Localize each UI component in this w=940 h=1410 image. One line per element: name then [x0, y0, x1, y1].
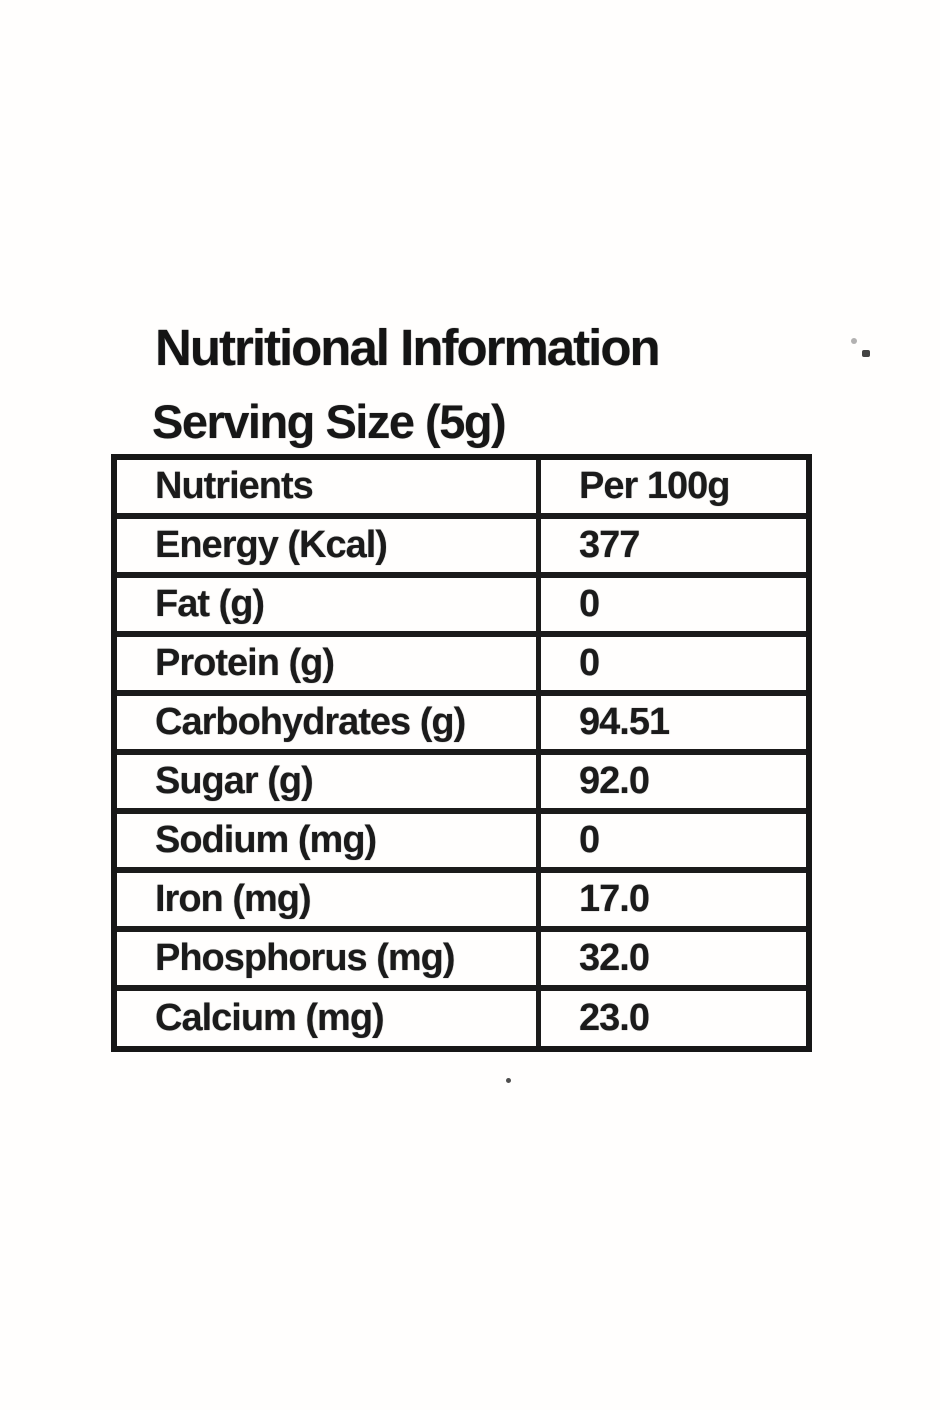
nutrient-label: Protein (g)	[117, 637, 541, 690]
table-row	[117, 755, 806, 814]
scan-speck	[862, 350, 870, 357]
nutrient-value: 0	[579, 642, 600, 684]
table-row	[117, 637, 806, 696]
page-title: Nutritional Information	[155, 319, 659, 376]
nutrient-value: 94.51	[579, 701, 670, 743]
table-row	[117, 873, 806, 932]
nutrient-label: Carbohydrates (g)	[117, 696, 541, 749]
table-row	[117, 696, 806, 755]
nutrient-label: Calcium (mg)	[117, 991, 541, 1046]
table-row	[117, 578, 806, 637]
nutrient-value: 32.0	[579, 937, 649, 979]
table-row	[117, 991, 806, 1046]
table-row	[117, 814, 806, 873]
table-row	[117, 932, 806, 991]
nutrient-label: Iron (mg)	[117, 873, 541, 926]
nutrient-value: 92.0	[579, 760, 649, 802]
nutrient-value: 0	[579, 819, 600, 861]
table-row	[117, 519, 806, 578]
nutrient-label: Fat (g)	[117, 578, 541, 631]
nutrient-value: 23.0	[579, 997, 649, 1039]
nutrient-label: Sugar (g)	[117, 755, 541, 808]
nutrient-value: 377	[579, 524, 640, 566]
scan-speck	[851, 338, 857, 344]
table-header-row	[117, 460, 806, 519]
nutrition-table	[111, 454, 812, 1052]
nutrient-label: Energy (Kcal)	[117, 519, 541, 572]
nutrient-value: 0	[579, 583, 600, 625]
scan-speck	[506, 1078, 511, 1083]
column-header-nutrients: Nutrients	[117, 460, 541, 513]
serving-size-label: Serving Size (5g)	[152, 395, 506, 448]
nutrient-label: Sodium (mg)	[117, 814, 541, 867]
nutrient-label: Phosphorus (mg)	[117, 932, 541, 985]
column-header-per-100g: Per 100g	[579, 465, 730, 507]
nutrient-value: 17.0	[579, 878, 649, 920]
